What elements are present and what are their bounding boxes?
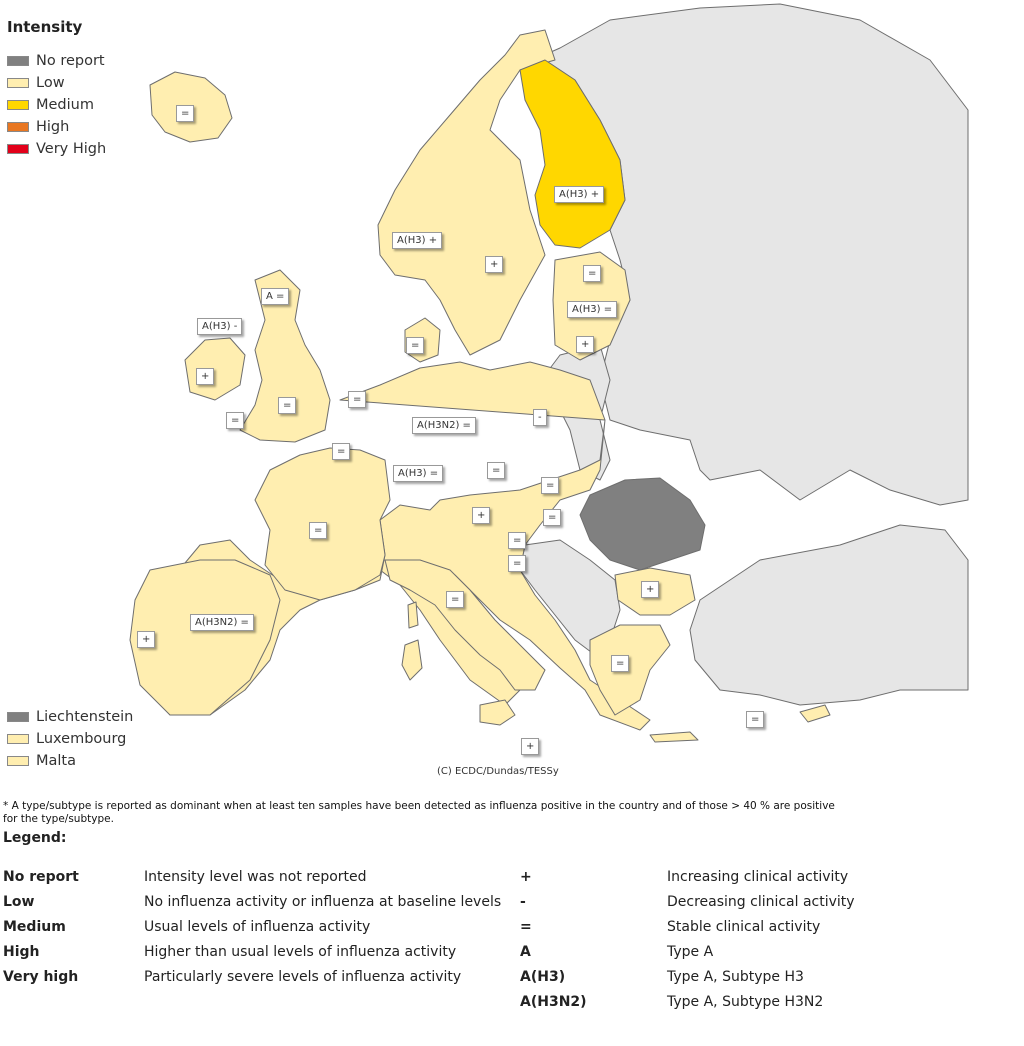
color-swatch <box>7 78 29 88</box>
map-label-hungary: = <box>543 509 561 526</box>
legend-level-desc: No influenza activity or influenza at baseline levels <box>144 893 502 910</box>
intensity-legend-item <box>7 140 106 158</box>
legend-level-desc: Particularly severe levels of influenza activity <box>144 968 462 985</box>
map-label-wales: = <box>226 412 244 429</box>
map-label-bulgaria: + <box>641 581 659 598</box>
legend-level-desc <box>141 989 520 1014</box>
small-country-legend-item <box>7 752 76 770</box>
map-label-czech-republic: = <box>487 462 505 479</box>
map-label-greece: = <box>611 655 629 672</box>
intensity-legend-label: High <box>36 119 70 135</box>
map-label-portugal: + <box>137 631 155 648</box>
small-country-legend-item <box>7 730 126 748</box>
legend-symbol: + <box>520 868 532 885</box>
legend-row <box>0 939 1007 964</box>
map-label-spain: A(H3N2) = <box>190 614 254 631</box>
legend-symbol: A(H3) <box>520 968 566 985</box>
map-label-cyprus: = <box>746 711 764 728</box>
sardinia <box>402 640 422 680</box>
map-label-scotland: A = <box>261 288 289 305</box>
map-label-france: = <box>309 522 327 539</box>
map-label-slovenia: = <box>508 532 526 549</box>
map-label-italy: = <box>446 591 464 608</box>
legend-level <box>0 989 141 1014</box>
intensity-legend-item <box>7 96 94 114</box>
corsica <box>408 602 418 628</box>
legend-symbol-desc: Type A <box>667 943 714 960</box>
small-country-label: Liechtenstein <box>36 709 134 725</box>
map-label-netherlands: = <box>348 391 366 408</box>
legend-level: Very high <box>3 968 79 985</box>
small-country-label: Luxembourg <box>36 731 127 747</box>
legend-level: High <box>3 943 40 960</box>
copyright-notice: (C) ECDC/Dundas/TESSy <box>437 766 559 777</box>
cyprus <box>800 705 830 722</box>
legend-symbol: A <box>520 943 531 960</box>
crete <box>650 732 698 742</box>
footnote: * A type/subtype is reported as dominant when at least ten samples have been detected as influenza positive in the country and of those > 40 % are positive for the type/subtype. <box>3 800 835 825</box>
map-label-latvia: A(H3) = <box>567 301 617 318</box>
legend-level: No report <box>3 868 79 885</box>
intensity-legend-label: Very High <box>36 141 107 157</box>
intensity-legend-item <box>7 52 105 70</box>
map-label-belgium: = <box>332 443 350 460</box>
legend-symbol: = <box>520 918 532 935</box>
legend-title: Legend: <box>3 830 67 846</box>
map-label-slovakia: = <box>541 477 559 494</box>
legend-level-desc: Higher than usual levels of influenza activity <box>144 943 457 960</box>
map-label-austria: + <box>472 507 490 524</box>
ireland <box>185 338 245 400</box>
map-label-denmark: = <box>406 337 424 354</box>
map-label-northern-ireland: A(H3) - <box>197 318 242 335</box>
legend-row <box>0 989 1007 1014</box>
legend-row <box>0 889 1007 914</box>
legend-symbol-desc: Increasing clinical activity <box>667 868 849 885</box>
map-label-germany: A(H3N2) = <box>412 417 476 434</box>
legend-level: Low <box>3 893 35 910</box>
legend-symbol: A(H3N2) <box>520 993 587 1010</box>
color-swatch <box>7 712 29 722</box>
legend-symbol-desc: Type A, Subtype H3N2 <box>667 993 824 1010</box>
intensity-legend-item <box>7 74 65 92</box>
color-swatch <box>7 756 29 766</box>
sicily <box>480 700 515 725</box>
map-label-croatia: = <box>508 555 526 572</box>
legend-level-desc: Intensity level was not reported <box>144 868 367 885</box>
map-label-england: = <box>278 397 296 414</box>
legend-level-desc: Usual levels of influenza activity <box>144 918 371 935</box>
color-swatch <box>7 56 29 66</box>
color-swatch <box>7 144 29 154</box>
map-label-poland: - <box>533 409 547 426</box>
legend-symbol-desc: Stable clinical activity <box>667 918 821 935</box>
map-label-lithuania: + <box>576 336 594 353</box>
map-label-luxembourg: A(H3) = <box>393 465 443 482</box>
map-label-malta: + <box>521 738 539 755</box>
intensity-legend-label: No report <box>36 53 105 69</box>
small-country-label: Malta <box>36 753 76 769</box>
map-label-estonia: = <box>583 265 601 282</box>
legend-table <box>0 864 1007 1014</box>
map-label-sweden: + <box>485 256 503 273</box>
map-label-finland: A(H3) + <box>554 186 604 203</box>
turkey-region <box>690 525 968 705</box>
intensity-legend-item <box>7 118 69 136</box>
legend-row <box>0 964 1007 989</box>
small-country-legend-item <box>7 708 133 726</box>
map-label-iceland: = <box>176 105 194 122</box>
color-swatch <box>7 100 29 110</box>
intensity-legend-title: Intensity <box>7 18 83 36</box>
intensity-legend-label: Low <box>36 75 65 91</box>
legend-symbol: - <box>520 893 526 910</box>
legend-symbol-desc: Type A, Subtype H3 <box>667 968 804 985</box>
color-swatch <box>7 734 29 744</box>
romania <box>580 478 705 570</box>
legend-row <box>0 864 1007 889</box>
legend-symbol-desc: Decreasing clinical activity <box>667 893 855 910</box>
intensity-legend-label: Medium <box>36 97 94 113</box>
map-label-norway: A(H3) + <box>392 232 442 249</box>
legend-row <box>0 914 1007 939</box>
legend-level: Medium <box>3 918 66 935</box>
color-swatch <box>7 122 29 132</box>
map-label-ireland: + <box>196 368 214 385</box>
